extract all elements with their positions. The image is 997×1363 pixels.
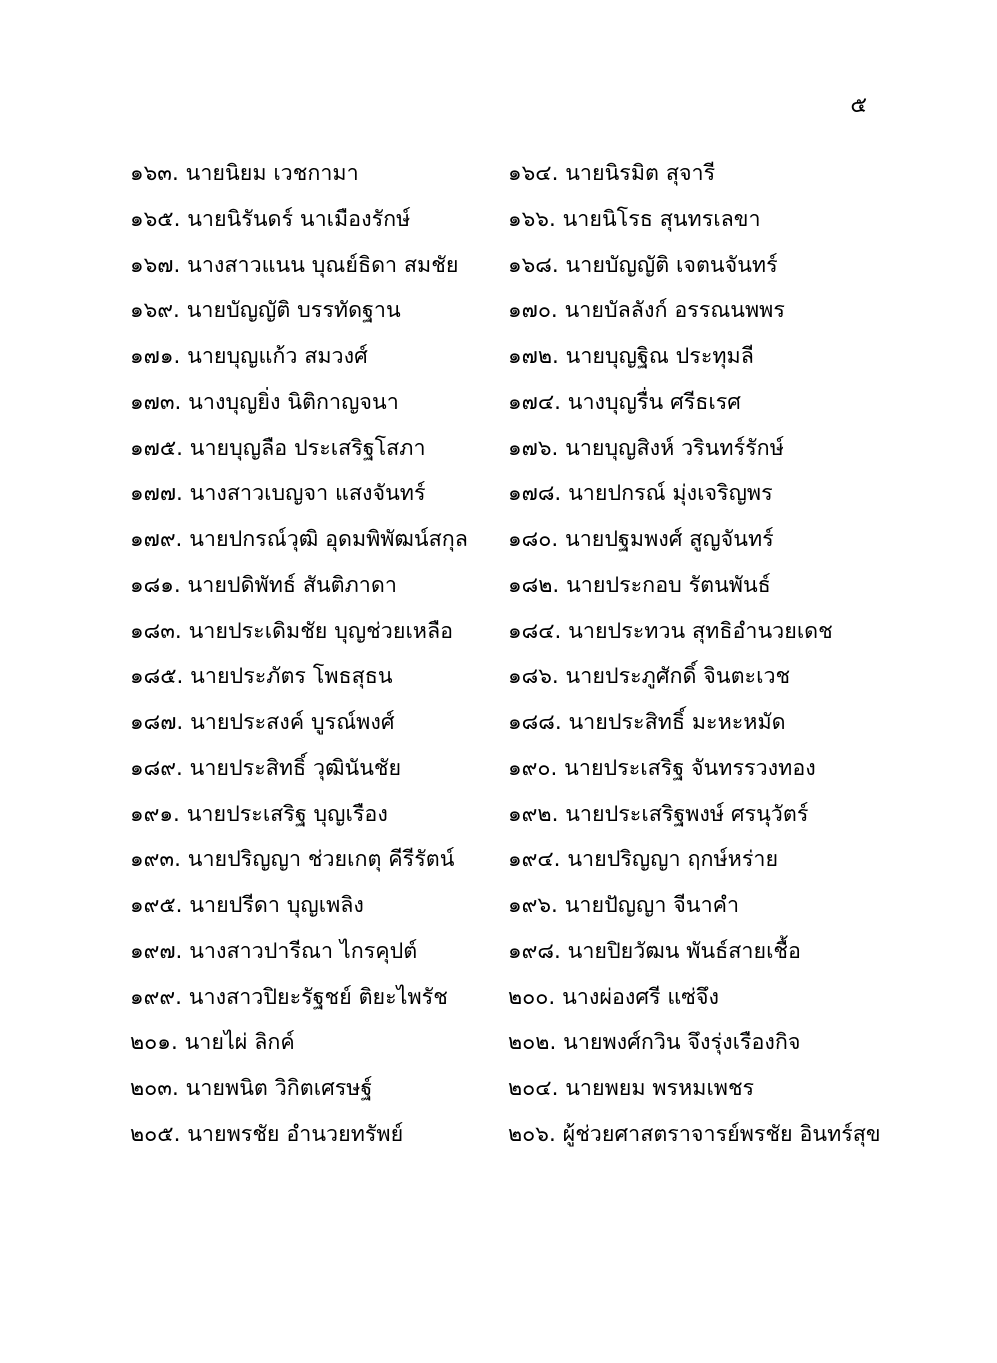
list-entry: ๑๙๐. นายประเสริฐ จันทรรวงทอง xyxy=(508,755,816,781)
list-entry: ๑๘๔. นายประทวน สุทธิอำนวยเดช xyxy=(508,618,833,644)
list-entry: ๒๐๕. นายพรชัย อำนวยทรัพย์ xyxy=(130,1121,404,1147)
list-entry: ๑๖๙. นายบัญญัติ บรรทัดฐาน xyxy=(130,298,401,324)
list-entry: ๑๖๖. นายนิโรธ สุนทรเลขา xyxy=(508,206,761,232)
list-entry: ๑๗๙. นายปกรณ์วุฒิ อุดมพิพัฒน์สกุล xyxy=(130,527,468,552)
list-entry: ๑๘๒. นายประกอบ รัตนพันธ์ xyxy=(508,572,771,598)
name-list xyxy=(130,155,890,1162)
list-entry: ๑๙๑. นายประเสริฐ บุญเรือง xyxy=(130,801,388,827)
list-entry: ๑๗๓. นางบุญยิ่ง นิติกาญจนา xyxy=(130,389,399,415)
list-entry: ๑๙๙. นางสาวปิยะรัฐชย์ ติยะไพรัช xyxy=(130,984,448,1010)
list-entry: ๑๘๙. นายประสิทธิ์ วุฒินันชัย xyxy=(130,755,402,781)
page-number: ๕ xyxy=(850,93,867,118)
list-entry: ๑๗๗. นางสาวเบญจา แสงจันทร์ xyxy=(130,481,426,507)
list-entry: ๑๗๒. นายบุญฐิณ ประทุมลี xyxy=(508,344,754,369)
list-entry: ๒๐๖. ผู้ช่วยศาสตราจารย์พรชัย อินทร์สุข xyxy=(508,1121,881,1147)
list-entry: ๑๙๕. นายปรีดา บุญเพลิง xyxy=(130,893,364,918)
list-entry: ๒๐๐. นางผ่องศรี แซ่จึง xyxy=(508,984,719,1010)
list-entry: ๑๘๗. นายประสงค์ บูรณ์พงศ์ xyxy=(130,710,395,735)
list-entry: ๑๘๕. นายประภัตร โพธสุธน xyxy=(130,664,393,690)
list-entry: ๑๙๗. นางสาวปารีณา ไกรคุปต์ xyxy=(130,938,418,964)
list-entry: ๒๐๑. นายไผ่ ลิกค์ xyxy=(130,1030,295,1056)
list-entry: ๑๖๗. นางสาวแนน บุณย์ธิดา สมชัย xyxy=(130,252,459,278)
list-entry: ๑๖๓. นายนิยม เวชกามา xyxy=(130,161,359,186)
list-entry: ๑๖๘. นายบัญญัติ เจตนจันทร์ xyxy=(508,252,778,278)
list-entry: ๑๙๒. นายประเสริฐพงษ์ ศรนุวัตร์ xyxy=(508,801,809,827)
list-entry: ๑๙๖. นายปัญญา จีนาคำ xyxy=(508,893,740,918)
list-entry: ๑๗๕. นายบุญลือ ประเสริฐโสภา xyxy=(130,435,426,461)
list-entry: ๒๐๔. นายพยม พรหมเพชร xyxy=(508,1076,755,1101)
list-entry: ๑๙๔. นายปริญญา ฤกษ์หร่าย xyxy=(508,847,779,873)
list-entry: ๑๗๔. นางบุญรื่น ศรีธเรศ xyxy=(508,389,741,415)
list-entry: ๑๖๔. นายนิรมิต สุจารี xyxy=(508,161,716,186)
list-entry: ๑๘๘. นายประสิทธิ์ มะหะหมัด xyxy=(508,710,786,735)
list-entry: ๑๙๓. นายปริญญา ช่วยเกตุ คีรีรัตน์ xyxy=(130,847,455,873)
list-entry: ๒๐๒. นายพงศ์กวิน จึงรุ่งเรืองกิจ xyxy=(508,1030,801,1056)
list-entry: ๑๗๑. นายบุญแก้ว สมวงศ์ xyxy=(130,344,368,369)
list-entry: ๑๖๕. นายนิรันดร์ นาเมืองรักษ์ xyxy=(130,206,411,232)
list-entry: ๑๘๖. นายประภูศักดิ์ จินตะเวช xyxy=(508,664,791,690)
list-entry: ๑๗๐. นายบัลลังก์ อรรณนพพร xyxy=(508,298,785,324)
list-entry: ๒๐๓. นายพนิต วิกิตเศรษฐ์ xyxy=(130,1076,373,1101)
list-entry: ๑๘๐. นายปฐมพงศ์ สูญจันทร์ xyxy=(508,527,774,552)
list-entry: ๑๘๑. นายปดิพัทธ์ สันติภาดา xyxy=(130,572,397,598)
list-entry: ๑๘๓. นายประเดิมชัย บุญช่วยเหลือ xyxy=(130,618,454,644)
list-entry: ๑๗๘. นายปกรณ์ มุ่งเจริญพร xyxy=(508,481,773,507)
list-entry: ๑๙๘. นายปิยวัฒน พันธ์สายเชื้อ xyxy=(508,938,801,964)
list-entry: ๑๗๖. นายบุญสิงห์ วรินทร์รักษ์ xyxy=(508,435,784,461)
